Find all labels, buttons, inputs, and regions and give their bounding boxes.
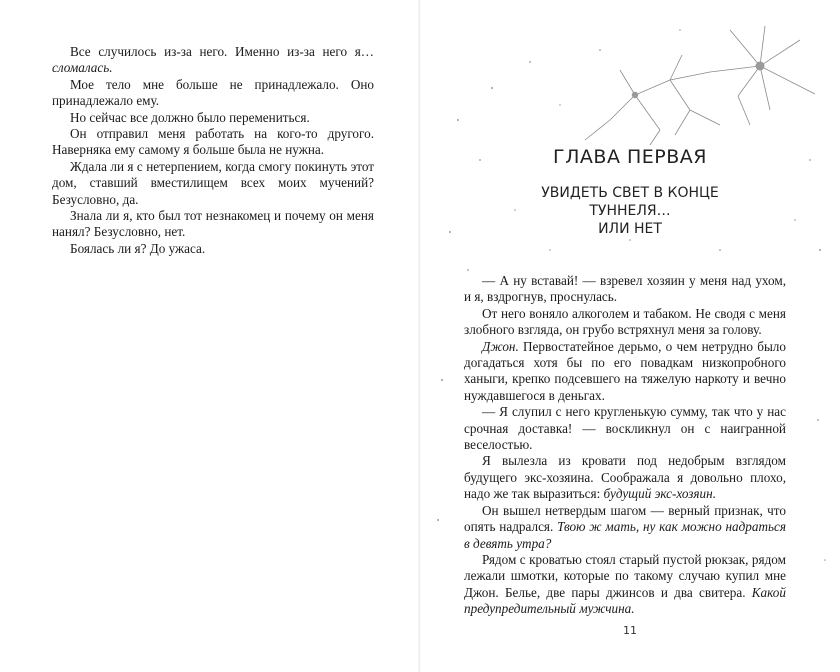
paragraph: Рядом с кроватью стоял старый пустой рюкзак, рядом лежали шмотки, которые по такому случаю купил мне Джон. Белье, две пары джинсов и два свитера. Какой предупредительный мужчина. bbox=[464, 551, 786, 617]
chapter-subtitle-line: УВИДЕТЬ СВЕТ В КОНЦЕ ТУННЕЛЯ… bbox=[541, 185, 719, 219]
paragraph: От него воняло алкоголем и табаком. Не сводя с меня злобного взгляда, он грубо встряхнул меня за голову. bbox=[464, 305, 786, 338]
paragraph: Мое тело мне больше не принадлежало. Оно принадлежало ему. bbox=[52, 76, 374, 109]
paragraph: Он вышел нетвердым шагом — верный признак, что опять надрался. Твою ж мать, ну как можно надраться в девять утра? bbox=[464, 502, 786, 551]
right-page bbox=[420, 0, 840, 672]
paragraph: — Я слупил с него кругленькую сумму, так что у нас срочная доставка! — воскликнул он с наигранной веселостью. bbox=[464, 404, 786, 453]
chapter-subtitle bbox=[500, 184, 760, 238]
paragraph: Ждала ли я с нетерпением, когда смогу покинуть этот дом, ставший вместилищем всех моих мучений? Безусловно, да. bbox=[52, 158, 374, 207]
right-page-text bbox=[464, 273, 786, 618]
paragraph: Боялась ли я? До ужаса. bbox=[70, 240, 206, 256]
page-number: 11 bbox=[623, 624, 637, 637]
paragraph: — А ну вставай! — взревел хозяин у меня над ухом, и я, вздрогнув, проснулась. bbox=[464, 273, 786, 305]
chapter-title: ГЛАВА ПЕРВАЯ bbox=[553, 146, 707, 168]
chapter-subtitle-line: ИЛИ НЕТ bbox=[598, 221, 662, 237]
paragraph: Все случилось из-за него. Именно из-за него я… сломалась. bbox=[52, 44, 374, 76]
paragraph: Джон. Первостатейное дерьмо, о чем нетрудно было догадаться хотя бы по его повадкам низкопробного ханыги, крепко подсевшего на тяжелую наркоту и вечно нуждавшегося в деньгах. bbox=[464, 338, 786, 403]
paragraph: Но сейчас все должно было перемениться. bbox=[70, 109, 310, 125]
paragraph: Он отправил меня работать на кого-то другого. Наверняка ему самому я больше была не нужна. bbox=[52, 126, 374, 158]
paragraph: Я вылезла из кровати под недобрым взглядом будущего экс-хозяина. Соображала я довольно плохо, надо же так выразиться: будущий экс-хозяин. bbox=[464, 453, 786, 502]
left-page-text bbox=[52, 44, 374, 257]
paragraph: Знала ли я, кто был тот незнакомец и почему он меня нанял? Безусловно, нет. bbox=[52, 208, 374, 240]
